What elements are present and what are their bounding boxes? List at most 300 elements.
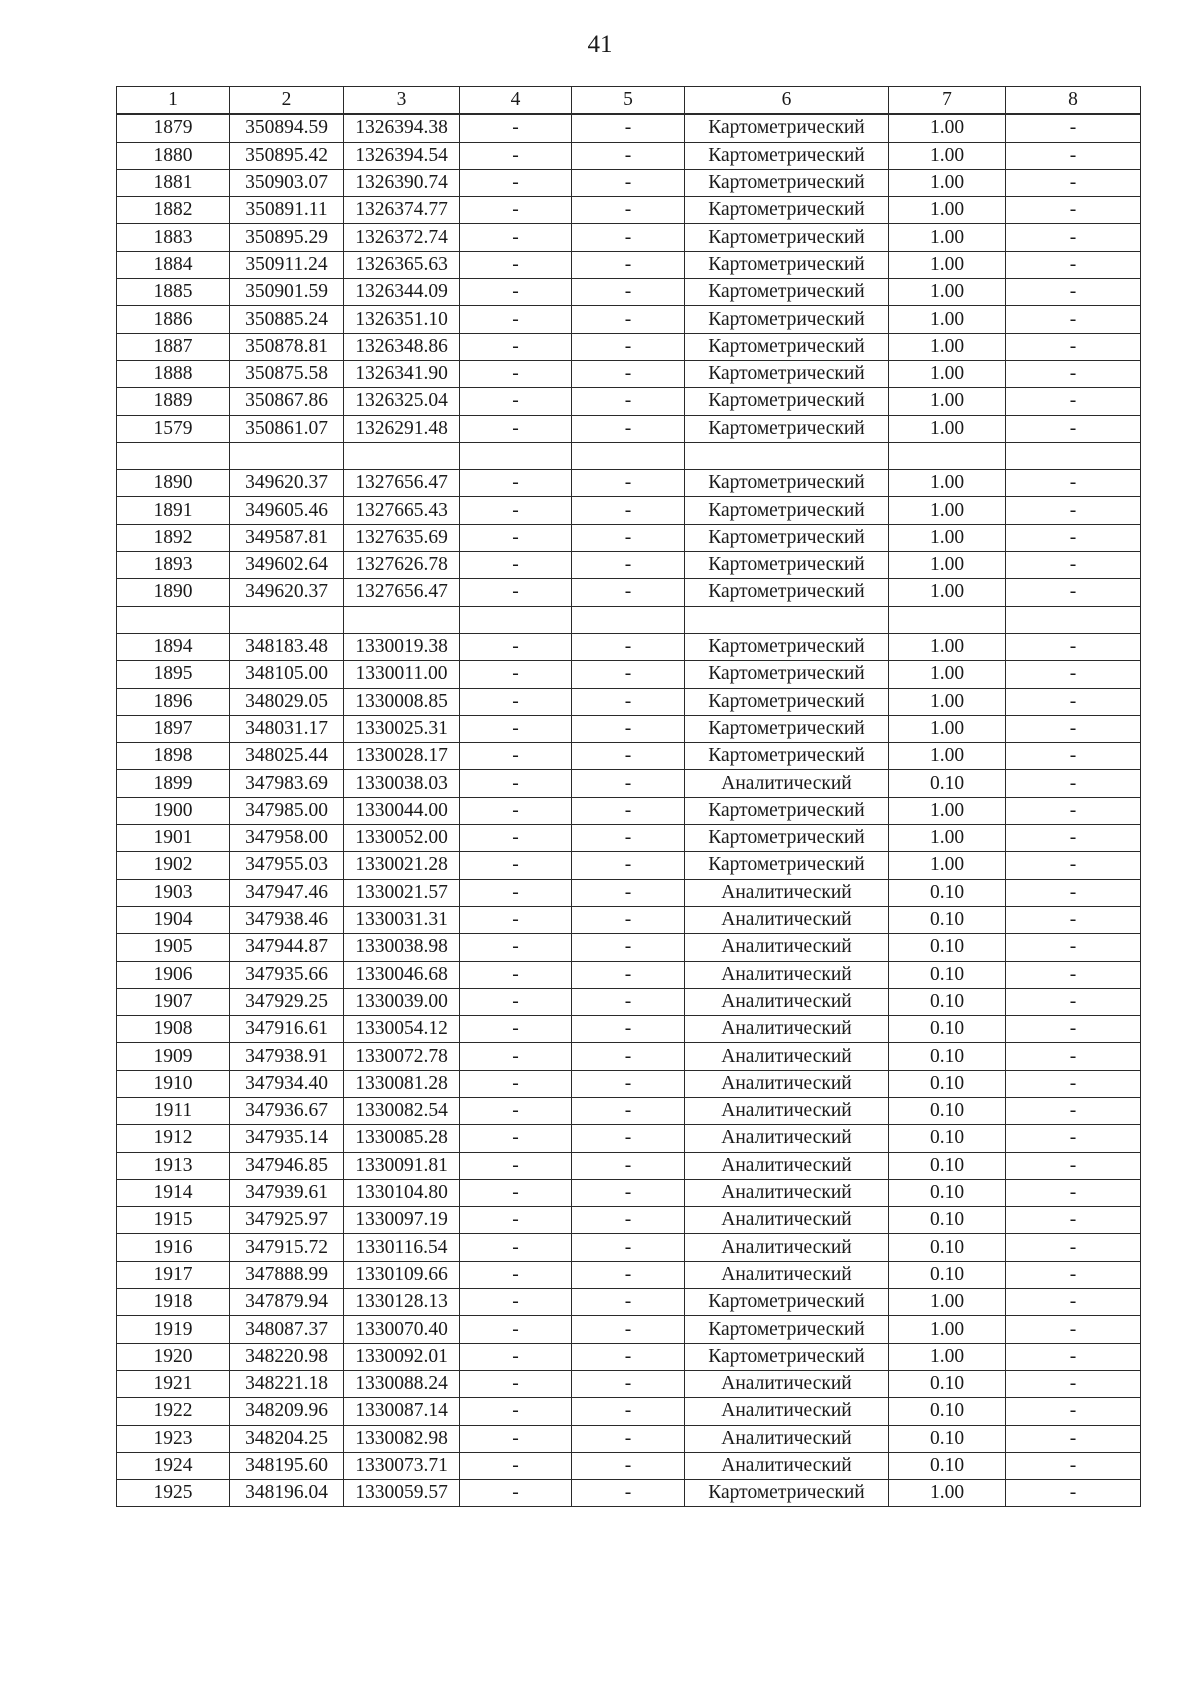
table-cell-col-8: - (1006, 1097, 1141, 1124)
table-cell-col-7: 1.00 (889, 1289, 1006, 1316)
table-cell-col-4: - (460, 279, 572, 306)
table-cell-col-5: - (572, 197, 685, 224)
table-cell-col-2: 348220.98 (230, 1343, 344, 1370)
table-row (117, 388, 1141, 415)
table-cell-col-8: - (1006, 715, 1141, 742)
table-cell-col-4: - (460, 224, 572, 251)
table-cell-col-5: - (572, 1152, 685, 1179)
table-cell-col-2: 347934.40 (230, 1070, 344, 1097)
table-cell-col-4: - (460, 852, 572, 879)
table-cell-col-7: 1.00 (889, 169, 1006, 196)
column-header-3: 3 (344, 87, 460, 115)
table-cell-col-7: 1.00 (889, 306, 1006, 333)
table-cell-col-4: - (460, 743, 572, 770)
table-cell-col-5: - (572, 1043, 685, 1070)
table-cell-col-8: - (1006, 1289, 1141, 1316)
table-cell-col-5: - (572, 169, 685, 196)
table-cell-col-5: - (572, 1207, 685, 1234)
table-row (117, 279, 1141, 306)
table-cell-col-4: - (460, 497, 572, 524)
table-cell-col-4: - (460, 879, 572, 906)
table-cell-col-8: - (1006, 825, 1141, 852)
table-cell-col-1: 1889 (117, 388, 230, 415)
table-cell-col-6: Аналитический (685, 988, 889, 1015)
table-cell-col-3: 1330082.98 (344, 1425, 460, 1452)
table-cell-col-2: 347929.25 (230, 988, 344, 1015)
table-cell-col-2: 350861.07 (230, 415, 344, 442)
table-cell-col-1: 1893 (117, 552, 230, 579)
table-cell-col-5: - (572, 743, 685, 770)
table-cell-col-4: - (460, 633, 572, 660)
table-cell-col-1: 1904 (117, 906, 230, 933)
table-cell-col-3: 1326374.77 (344, 197, 460, 224)
table-cell-col-2: 347946.85 (230, 1152, 344, 1179)
table-cell-col-1: 1914 (117, 1179, 230, 1206)
table-cell-col-8: - (1006, 333, 1141, 360)
table-cell-col-1: 1915 (117, 1207, 230, 1234)
table-cell-col-2: 348031.17 (230, 715, 344, 742)
table-cell-col-1: 1916 (117, 1234, 230, 1261)
table-cell-col-3: 1330091.81 (344, 1152, 460, 1179)
table-row (117, 1316, 1141, 1343)
table-cell-col-3: 1326372.74 (344, 224, 460, 251)
table-cell-col-8: - (1006, 906, 1141, 933)
table-cell-col-7: 1.00 (889, 715, 1006, 742)
table-cell-col-3: 1330021.57 (344, 879, 460, 906)
table-cell-col-2: 348195.60 (230, 1452, 344, 1479)
table-cell-col-8: - (1006, 797, 1141, 824)
table-cell-col-6: Аналитический (685, 1070, 889, 1097)
table-cell-col-5: - (572, 1261, 685, 1288)
table-cell-col-8: - (1006, 224, 1141, 251)
table-cell-col-4: - (460, 524, 572, 551)
table-row (117, 1289, 1141, 1316)
table-cell-col-7: 0.10 (889, 1452, 1006, 1479)
table-cell-col-2: 350895.42 (230, 142, 344, 169)
table-cell-col-3 (344, 442, 460, 469)
table-cell-col-5: - (572, 1425, 685, 1452)
table-cell-col-8: - (1006, 661, 1141, 688)
table-cell-col-1: 1897 (117, 715, 230, 742)
table-row (117, 961, 1141, 988)
table-cell-col-7: 1.00 (889, 360, 1006, 387)
table-cell-col-1: 1895 (117, 661, 230, 688)
table-cell-col-6: Аналитический (685, 1261, 889, 1288)
table-cell-col-5: - (572, 497, 685, 524)
table-cell-col-8: - (1006, 197, 1141, 224)
table-cell-col-4: - (460, 1370, 572, 1397)
table-cell-col-7: 1.00 (889, 579, 1006, 606)
table-cell-col-1: 1898 (117, 743, 230, 770)
table-cell-col-1: 1881 (117, 169, 230, 196)
table-cell-col-7: 1.00 (889, 142, 1006, 169)
table-header (117, 87, 1141, 115)
table-cell-col-4: - (460, 1097, 572, 1124)
table-cell-col-5: - (572, 524, 685, 551)
column-header-1: 1 (117, 87, 230, 115)
table-cell-col-6: Картометрический (685, 552, 889, 579)
table-cell-col-3: 1330031.31 (344, 906, 460, 933)
table-cell-col-6: Картометрический (685, 333, 889, 360)
table-cell-col-2: 347958.00 (230, 825, 344, 852)
table-cell-col-4: - (460, 1452, 572, 1479)
table-cell-col-4 (460, 442, 572, 469)
table-cell-col-3: 1330088.24 (344, 1370, 460, 1397)
table-cell-col-2: 348221.18 (230, 1370, 344, 1397)
table-row (117, 934, 1141, 961)
table-cell-col-7: 0.10 (889, 1370, 1006, 1397)
table-cell-col-3: 1326348.86 (344, 333, 460, 360)
table-row (117, 524, 1141, 551)
table-cell-col-4: - (460, 661, 572, 688)
table-cell-col-2: 348105.00 (230, 661, 344, 688)
table-cell-col-5: - (572, 1125, 685, 1152)
table-cell-col-7: 1.00 (889, 524, 1006, 551)
table-cell-col-7: 0.10 (889, 906, 1006, 933)
table-cell-col-5: - (572, 797, 685, 824)
table-cell-col-2: 347888.99 (230, 1261, 344, 1288)
table-cell-col-3: 1327665.43 (344, 497, 460, 524)
table-cell-col-8: - (1006, 142, 1141, 169)
table-cell-col-3: 1326394.38 (344, 114, 460, 142)
table-cell-col-3: 1327656.47 (344, 470, 460, 497)
table-cell-col-8: - (1006, 470, 1141, 497)
table-cell-col-5: - (572, 934, 685, 961)
table-cell-col-7: 0.10 (889, 1070, 1006, 1097)
table-cell-col-7: 0.10 (889, 1207, 1006, 1234)
table-cell-col-8: - (1006, 497, 1141, 524)
table-cell-col-7: 0.10 (889, 934, 1006, 961)
table-row (117, 415, 1141, 442)
table-cell-col-7: 0.10 (889, 961, 1006, 988)
table-row (117, 797, 1141, 824)
table-cell-col-4: - (460, 333, 572, 360)
table-cell-col-5: - (572, 906, 685, 933)
table-cell-col-6: Картометрический (685, 279, 889, 306)
table-cell-col-6: Картометрический (685, 470, 889, 497)
table-cell-col-7: 1.00 (889, 333, 1006, 360)
table-cell-col-3: 1330092.01 (344, 1343, 460, 1370)
table-cell-col-1: 1887 (117, 333, 230, 360)
table-cell-col-2: 347936.67 (230, 1097, 344, 1124)
table-cell-col-8: - (1006, 743, 1141, 770)
table-cell-col-2: 348204.25 (230, 1425, 344, 1452)
table-cell-col-4: - (460, 797, 572, 824)
table-cell-col-7: 1.00 (889, 852, 1006, 879)
table-cell-col-4: - (460, 1261, 572, 1288)
column-header-5: 5 (572, 87, 685, 115)
table-cell-col-4: - (460, 142, 572, 169)
table-cell-col-5: - (572, 1179, 685, 1206)
table-cell-col-6: Картометрический (685, 715, 889, 742)
table-cell-col-8: - (1006, 633, 1141, 660)
table-cell-col-7: 1.00 (889, 415, 1006, 442)
table-cell-col-1: 1891 (117, 497, 230, 524)
table-cell-col-2: 348087.37 (230, 1316, 344, 1343)
table-cell-col-3: 1330038.03 (344, 770, 460, 797)
table-row (117, 197, 1141, 224)
table-cell-col-3: 1330052.00 (344, 825, 460, 852)
table-row (117, 169, 1141, 196)
table-row (117, 552, 1141, 579)
table-cell-col-7: 1.00 (889, 251, 1006, 278)
table-cell-col-7: 0.10 (889, 1043, 1006, 1070)
table-cell-col-1: 1902 (117, 852, 230, 879)
table-cell-col-5: - (572, 388, 685, 415)
table-row (117, 825, 1141, 852)
table-cell-col-5: - (572, 1316, 685, 1343)
table-cell-col-6: Аналитический (685, 906, 889, 933)
table-cell-col-5 (572, 442, 685, 469)
table-cell-col-3: 1330081.28 (344, 1070, 460, 1097)
table-row (117, 333, 1141, 360)
table-row (117, 879, 1141, 906)
table-cell-col-7: 1.00 (889, 552, 1006, 579)
table-cell-col-4: - (460, 306, 572, 333)
table-cell-col-4: - (460, 1152, 572, 1179)
table-cell-col-3: 1330019.38 (344, 633, 460, 660)
table-cell-col-6: Аналитический (685, 1425, 889, 1452)
table-cell-col-8: - (1006, 251, 1141, 278)
table-cell-col-4: - (460, 1316, 572, 1343)
table-cell-col-2: 350891.11 (230, 197, 344, 224)
table-cell-col-2: 347955.03 (230, 852, 344, 879)
table-cell-col-1: 1886 (117, 306, 230, 333)
table-cell-col-6: Картометрический (685, 1343, 889, 1370)
table-row (117, 688, 1141, 715)
table-cell-col-5: - (572, 1016, 685, 1043)
table-cell-col-5: - (572, 415, 685, 442)
table-cell-col-3: 1330116.54 (344, 1234, 460, 1261)
table-cell-col-8: - (1006, 524, 1141, 551)
table-cell-col-7: 1.00 (889, 1343, 1006, 1370)
table-row (117, 743, 1141, 770)
table-row (117, 1425, 1141, 1452)
table-cell-col-4: - (460, 251, 572, 278)
table-cell-col-1: 1884 (117, 251, 230, 278)
table-cell-col-5: - (572, 552, 685, 579)
table-cell-col-3: 1326344.09 (344, 279, 460, 306)
table-cell-col-8: - (1006, 1316, 1141, 1343)
table-cell-col-8: - (1006, 169, 1141, 196)
separator-row (117, 442, 1141, 469)
table-cell-col-8: - (1006, 360, 1141, 387)
table-cell-col-1: 1911 (117, 1097, 230, 1124)
table-cell-col-7: 0.10 (889, 1179, 1006, 1206)
table-cell-col-1: 1918 (117, 1289, 230, 1316)
table-cell-col-2: 348025.44 (230, 743, 344, 770)
table-cell-col-4: - (460, 579, 572, 606)
table-cell-col-8: - (1006, 1425, 1141, 1452)
table-body (117, 114, 1141, 1507)
table-cell-col-1: 1579 (117, 415, 230, 442)
table-cell-col-3: 1326341.90 (344, 360, 460, 387)
table-cell-col-5: - (572, 333, 685, 360)
table-cell-col-4: - (460, 360, 572, 387)
table-cell-col-7: 0.10 (889, 1398, 1006, 1425)
table-cell-col-3: 1326365.63 (344, 251, 460, 278)
table-row (117, 770, 1141, 797)
table-cell-col-1: 1920 (117, 1343, 230, 1370)
table-row (117, 852, 1141, 879)
table-cell-col-7: 0.10 (889, 1016, 1006, 1043)
table-cell-col-7: 0.10 (889, 1097, 1006, 1124)
page-number: 41 (587, 31, 613, 58)
table-cell-col-2: 350895.29 (230, 224, 344, 251)
table-cell-col-5: - (572, 470, 685, 497)
table-cell-col-6: Аналитический (685, 1097, 889, 1124)
table-cell-col-8: - (1006, 1207, 1141, 1234)
table-cell-col-1: 1906 (117, 961, 230, 988)
table-cell-col-5: - (572, 1370, 685, 1397)
table-cell-col-8: - (1006, 988, 1141, 1015)
table-row (117, 1016, 1141, 1043)
table-cell-col-7: 1.00 (889, 743, 1006, 770)
table-row (117, 497, 1141, 524)
table-cell-col-7: 1.00 (889, 1480, 1006, 1507)
table-cell-col-5: - (572, 1289, 685, 1316)
table-cell-col-1: 1885 (117, 279, 230, 306)
table-cell-col-3: 1327626.78 (344, 552, 460, 579)
header-row (117, 87, 1141, 115)
table-cell-col-2: 350885.24 (230, 306, 344, 333)
table-cell-col-3: 1330044.00 (344, 797, 460, 824)
table-cell-col-3: 1330011.00 (344, 661, 460, 688)
table-cell-col-2: 350903.07 (230, 169, 344, 196)
table-cell-col-2: 349620.37 (230, 470, 344, 497)
table-cell-col-5: - (572, 142, 685, 169)
table-row (117, 224, 1141, 251)
table-cell-col-4: - (460, 934, 572, 961)
table-row (117, 142, 1141, 169)
table-cell-col-2: 347925.97 (230, 1207, 344, 1234)
table-row (117, 633, 1141, 660)
table-cell-col-7: 0.10 (889, 879, 1006, 906)
table-cell-col-2: 347944.87 (230, 934, 344, 961)
table-cell-col-6 (685, 606, 889, 633)
column-header-4: 4 (460, 87, 572, 115)
table-row (117, 661, 1141, 688)
table-row (117, 1261, 1141, 1288)
table-cell-col-2: 347916.61 (230, 1016, 344, 1043)
table-cell-col-2: 347985.00 (230, 797, 344, 824)
table-cell-col-3: 1326291.48 (344, 415, 460, 442)
table-row (117, 114, 1141, 142)
table-cell-col-1: 1910 (117, 1070, 230, 1097)
table-row (117, 360, 1141, 387)
table-cell-col-4: - (460, 169, 572, 196)
table-cell-col-4: - (460, 961, 572, 988)
table-cell-col-8: - (1006, 1179, 1141, 1206)
table-cell-col-6: Аналитический (685, 1125, 889, 1152)
table-cell-col-1: 1901 (117, 825, 230, 852)
table-cell-col-2: 349602.64 (230, 552, 344, 579)
table-cell-col-3: 1330054.12 (344, 1016, 460, 1043)
table-cell-col-3 (344, 606, 460, 633)
table-row (117, 1043, 1141, 1070)
table-cell-col-1: 1923 (117, 1425, 230, 1452)
table-cell-col-1: 1903 (117, 879, 230, 906)
table-cell-col-8: - (1006, 1016, 1141, 1043)
table-cell-col-4: - (460, 388, 572, 415)
table-cell-col-6: Картометрический (685, 633, 889, 660)
table-cell-col-2: 350867.86 (230, 388, 344, 415)
table-cell-col-1: 1925 (117, 1480, 230, 1507)
table-cell-col-8: - (1006, 1234, 1141, 1261)
table-cell-col-2: 348209.96 (230, 1398, 344, 1425)
table-cell-col-1: 1917 (117, 1261, 230, 1288)
table-row (117, 988, 1141, 1015)
table-cell-col-6: Картометрический (685, 306, 889, 333)
table-row (117, 1480, 1141, 1507)
table-cell-col-7: 1.00 (889, 688, 1006, 715)
table-cell-col-3: 1330059.57 (344, 1480, 460, 1507)
table-cell-col-6: Картометрический (685, 688, 889, 715)
table-cell-col-8: - (1006, 934, 1141, 961)
table-cell-col-6: Картометрический (685, 852, 889, 879)
table-cell-col-2: 348029.05 (230, 688, 344, 715)
table-cell-col-8: - (1006, 1070, 1141, 1097)
table-cell-col-2: 350911.24 (230, 251, 344, 278)
separator-row (117, 606, 1141, 633)
table-cell-col-7: 0.10 (889, 988, 1006, 1015)
table-cell-col-5 (572, 606, 685, 633)
table-cell-col-6: Аналитический (685, 1043, 889, 1070)
table-cell-col-2: 347947.46 (230, 879, 344, 906)
table-cell-col-3: 1330109.66 (344, 1261, 460, 1288)
table-cell-col-7: 1.00 (889, 114, 1006, 142)
table-cell-col-5: - (572, 251, 685, 278)
table-cell-col-3: 1330070.40 (344, 1316, 460, 1343)
table-cell-col-5: - (572, 770, 685, 797)
table-cell-col-3: 1330104.80 (344, 1179, 460, 1206)
table-cell-col-7 (889, 442, 1006, 469)
table-cell-col-3: 1330039.00 (344, 988, 460, 1015)
table-cell-col-6: Картометрический (685, 251, 889, 278)
table-row (117, 1125, 1141, 1152)
table-cell-col-2: 347938.46 (230, 906, 344, 933)
table-cell-col-5: - (572, 852, 685, 879)
table-cell-col-4: - (460, 688, 572, 715)
table-cell-col-3: 1330072.78 (344, 1043, 460, 1070)
table-cell-col-6: Картометрический (685, 1289, 889, 1316)
table-cell-col-1 (117, 442, 230, 469)
table-cell-col-4: - (460, 552, 572, 579)
table-cell-col-4: - (460, 197, 572, 224)
table-cell-col-7: 1.00 (889, 1316, 1006, 1343)
table-cell-col-1: 1883 (117, 224, 230, 251)
table-cell-col-8: - (1006, 415, 1141, 442)
table-cell-col-5: - (572, 825, 685, 852)
table-cell-col-6: Аналитический (685, 961, 889, 988)
table-cell-col-6: Картометрический (685, 743, 889, 770)
column-header-8: 8 (1006, 87, 1141, 115)
table-cell-col-3: 1326351.10 (344, 306, 460, 333)
table-cell-col-2 (230, 606, 344, 633)
table-cell-col-6: Аналитический (685, 770, 889, 797)
table-cell-col-7: 0.10 (889, 1125, 1006, 1152)
table-cell-col-8: - (1006, 1480, 1141, 1507)
table-cell-col-7: 1.00 (889, 224, 1006, 251)
table-row (117, 1370, 1141, 1397)
table-cell-col-7: 1.00 (889, 633, 1006, 660)
column-header-2: 2 (230, 87, 344, 115)
table-cell-col-3: 1330038.98 (344, 934, 460, 961)
table-cell-col-4: - (460, 470, 572, 497)
table-cell-col-2: 348183.48 (230, 633, 344, 660)
table-cell-col-8: - (1006, 961, 1141, 988)
table-row (117, 1179, 1141, 1206)
